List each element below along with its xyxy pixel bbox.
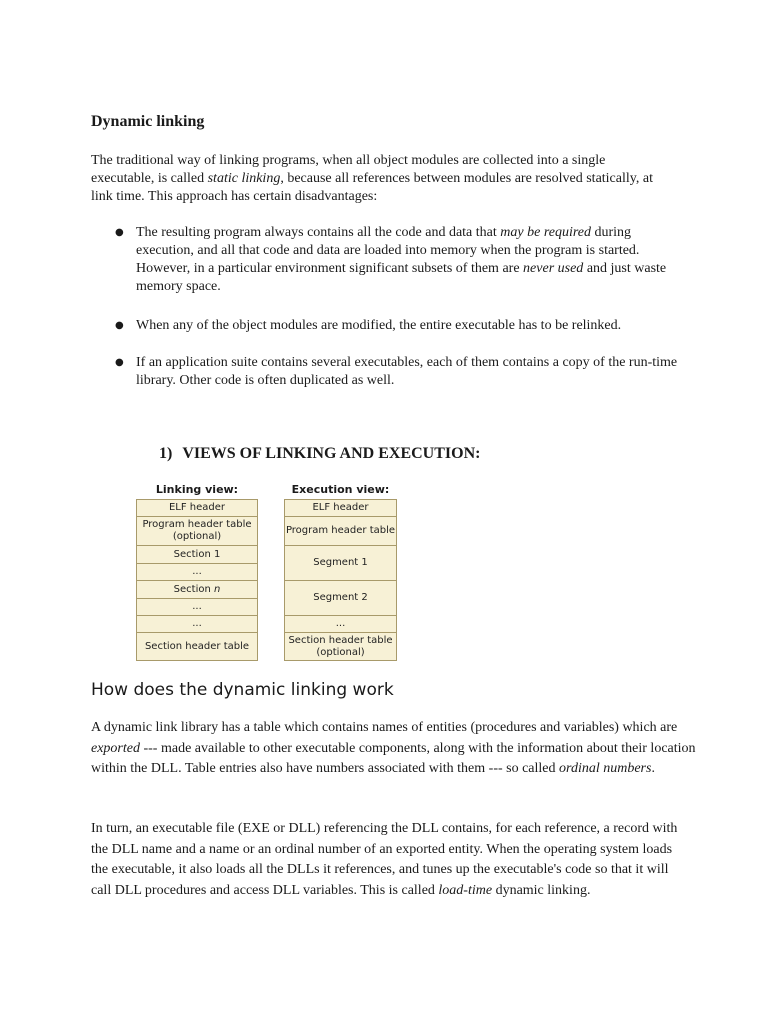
bullet-item-1 [136,224,681,296]
para1-text-a: A dynamic link library has a table which contains names of entities (procedures and variables) which are [91,720,678,735]
para2-emphasis-load-time: load-time [438,882,493,898]
views-heading-text: VIEWS OF LINKING AND EXECUTION: [182,445,481,462]
execution-view-title: Execution view: [291,483,390,496]
para1-emphasis-exported: exported [91,740,140,756]
para2-text-b: dynamic linking. [492,882,591,898]
linking-row: Section 1 [137,546,258,564]
section-title-how-dynamic-linking-works: How does the dynamic linking work [91,680,394,700]
linking-row: ... [137,616,258,633]
bullet-icon: ● [115,320,124,331]
linking-row: ... [137,564,258,581]
bullet-icon: ● [115,227,124,238]
section-title-dynamic-linking: Dynamic linking [91,113,205,130]
section-n-variable: n [214,583,221,595]
dll-table-paragraph [91,718,716,780]
execution-row: Program header table [285,517,397,546]
linking-view-table [136,499,258,661]
intro-emphasis-static-linking: static linking [207,171,281,186]
linking-view-title: Linking view: [155,483,239,496]
bullet-1-emphasis-may-be-required: may be required [500,225,591,240]
bullet-1-text-c: and just waste memory space. [136,261,667,294]
linking-row: ... [137,599,258,616]
para1-text-b: --- made available to other executable components, along with the information about their location within the DLL. Table entries also have numbers associated with them --- so called [91,740,696,776]
linking-row: Section header table [137,633,258,661]
para1-emphasis-ordinal-numbers: ordinal numbers [559,761,652,776]
intro-text-2: , because all references between modules are resolved statically, at link time. This approach has certain disadvantages: [91,171,653,204]
views-heading [159,445,480,463]
para2-text-a: In turn, an executable file (EXE or DLL) referencing the DLL contains, for each reference, a record with the DLL name and a name or an ordinal number of an exported entity. When the operating system loads the executable, it also loads all the DLLs it references, and tunes up the executable's code so that it will call DLL procedures and access DLL variables. This is called [91,821,678,898]
execution-row: Section header table (optional) [285,633,397,661]
bullet-icon: ● [115,357,124,368]
execution-row: Segment 1 [285,546,397,581]
views-heading-number: 1) [159,445,173,462]
linking-row: Program header table (optional) [137,517,258,546]
linking-row: ELF header [137,500,258,517]
linking-row: Section n [137,581,258,599]
bullet-1-text-b: during execution, and all that code and data are loaded into memory when the program is started. However, in a particular environment significant subsets of them are [136,225,640,276]
intro-text-1: The traditional way of linking programs, when all object modules are collected into a single executable, is called [91,153,606,186]
load-time-paragraph [91,819,691,901]
execution-row: ... [285,616,397,633]
execution-row: Segment 2 [285,581,397,616]
execution-view-table [284,499,397,661]
bullet-item-2: When any of the object modules are modified, the entire executable has to be relinked. [136,318,622,333]
bullet-1-text-a: The resulting program always contains all the code and data that [136,225,501,240]
intro-paragraph [91,152,661,206]
para1-text-c: . [651,761,655,776]
bullet-1-emphasis-never-used: never used [523,261,584,276]
execution-row: ELF header [285,500,397,517]
bullet-item-3: If an application suite contains several executables, each of them contains a copy of the run-time library. Other code is often duplicated as well. [136,355,678,388]
